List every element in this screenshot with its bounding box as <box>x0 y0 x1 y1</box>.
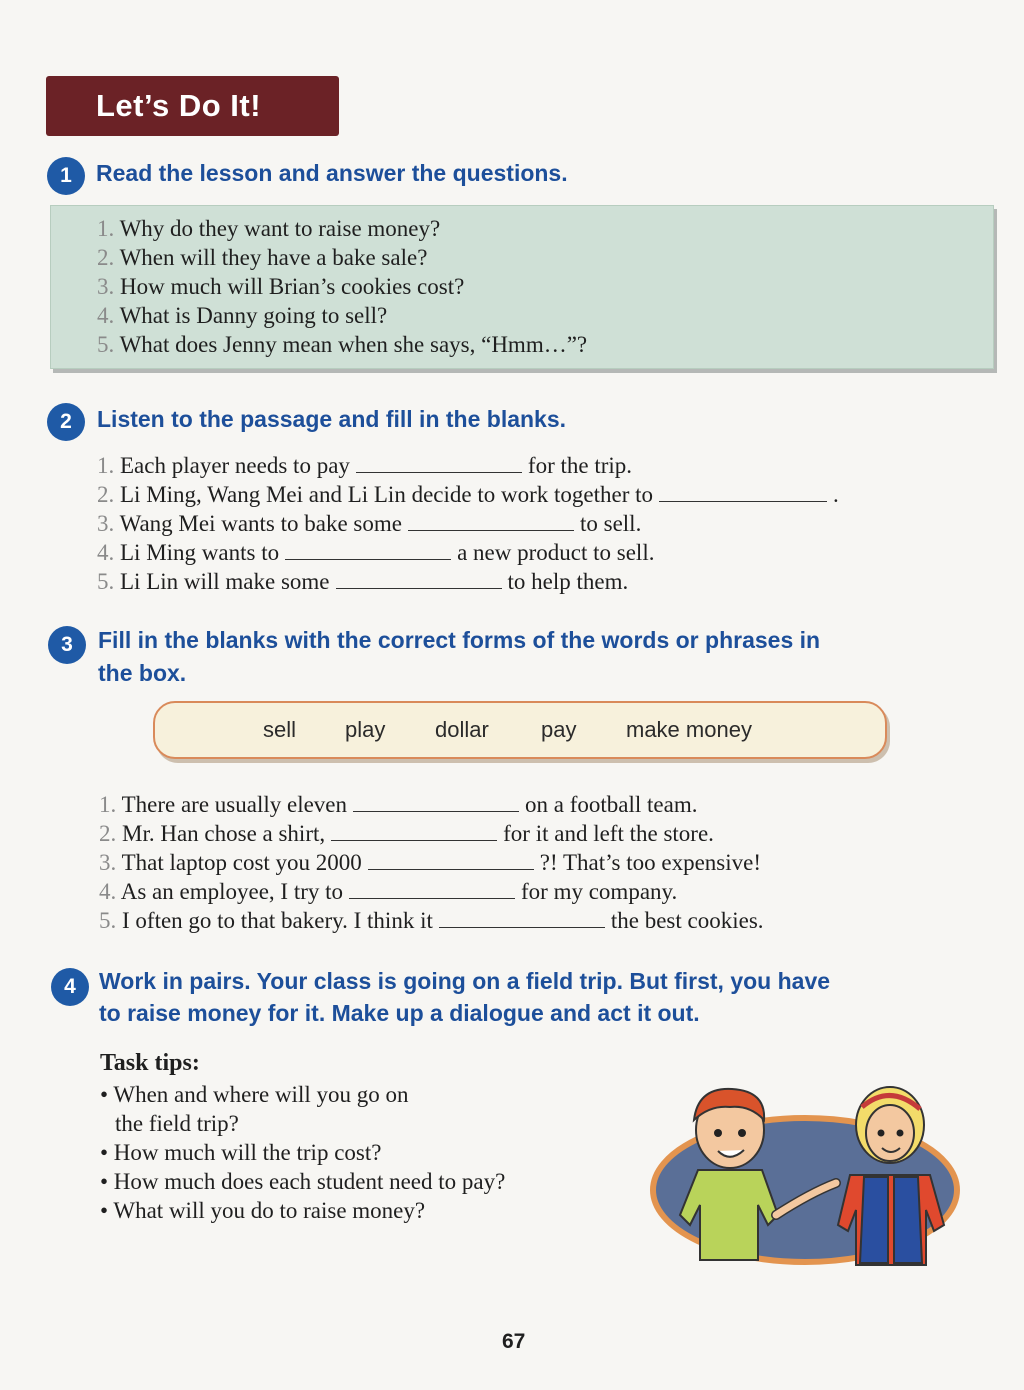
task-tip: • How much does each student need to pay? <box>100 1169 506 1194</box>
blank-line[interactable] <box>353 793 519 812</box>
question-item: 3. How much will Brian’s cookies cost? <box>97 274 465 299</box>
fill-item: 2. Mr. Han chose a shirt, for it and left the store. <box>99 821 714 846</box>
blank-line[interactable] <box>336 570 502 589</box>
blank-line[interactable] <box>368 851 534 870</box>
task-tip: • When and where will you go on <box>100 1082 409 1107</box>
blank-line[interactable] <box>439 909 605 928</box>
question-item: 1. Why do they want to raise money? <box>97 216 441 241</box>
task-tip: the field trip? <box>115 1111 239 1136</box>
question-item: 2. When will they have a bake sale? <box>97 245 428 270</box>
blank-line[interactable] <box>356 454 522 473</box>
question-item: 5. What does Jenny mean when she says, “Hmm…”? <box>97 332 588 357</box>
students-illustration <box>650 1075 962 1270</box>
listen-item: 1. Each player needs to pay for the trip. <box>97 453 633 478</box>
blank-line[interactable] <box>285 541 451 560</box>
task-tip: • What will you do to raise money? <box>100 1198 426 1223</box>
listen-item: 2. Li Ming, Wang Mei and Li Lin decide to work together to . <box>97 482 839 507</box>
page-number: 67 <box>502 1330 526 1353</box>
section-2-number: 2 <box>47 403 85 441</box>
section-4-title-line1: Work in pairs. Your class is going on a field trip. But first, you have <box>99 968 831 994</box>
word-option: dollar <box>435 717 489 742</box>
fill-item: 5. I often go to that bakery. I think it the best cookies. <box>99 908 764 933</box>
word-option: play <box>345 717 386 742</box>
blank-line[interactable] <box>659 483 827 502</box>
listen-item: 4. Li Ming wants to a new product to sell. <box>97 540 655 565</box>
word-box <box>153 701 887 759</box>
blank-line[interactable] <box>408 512 574 531</box>
task-tip: • How much will the trip cost? <box>100 1140 382 1165</box>
listen-item: 5. Li Lin will make some to help them. <box>97 569 629 594</box>
section-3-title-line2: the box. <box>98 660 187 686</box>
blank-line[interactable] <box>331 822 497 841</box>
fill-item: 1. There are usually eleven on a football team. <box>99 792 698 817</box>
banner-title: Let’s Do It! <box>96 88 262 123</box>
section-1-number: 1 <box>47 157 85 195</box>
section-4-title-line2: to raise money for it. Make up a dialogue and act it out. <box>99 1000 700 1026</box>
section-1-title: Read the lesson and answer the questions. <box>96 160 568 186</box>
section-3-title-line1: Fill in the blanks with the correct forms of the words or phrases in <box>98 627 821 653</box>
blank-line[interactable] <box>349 880 515 899</box>
listen-item: 3. Wang Mei wants to bake some to sell. <box>97 511 642 536</box>
fill-item: 3. That laptop cost you 2000 ?! That’s too expensive! <box>99 850 761 875</box>
word-option: sell <box>263 717 297 742</box>
word-option: pay <box>541 717 577 742</box>
section-2-title: Listen to the passage and fill in the blanks. <box>97 406 567 432</box>
question-item: 4. What is Danny going to sell? <box>97 303 388 328</box>
fill-item: 4. As an employee, I try to for my company. <box>99 879 678 904</box>
word-option: make money <box>626 717 752 742</box>
task-tips-title: Task tips: <box>100 1050 200 1076</box>
lets-do-it-banner <box>46 76 339 136</box>
section-4-number: 4 <box>51 968 89 1006</box>
section-3-number: 3 <box>48 626 86 664</box>
